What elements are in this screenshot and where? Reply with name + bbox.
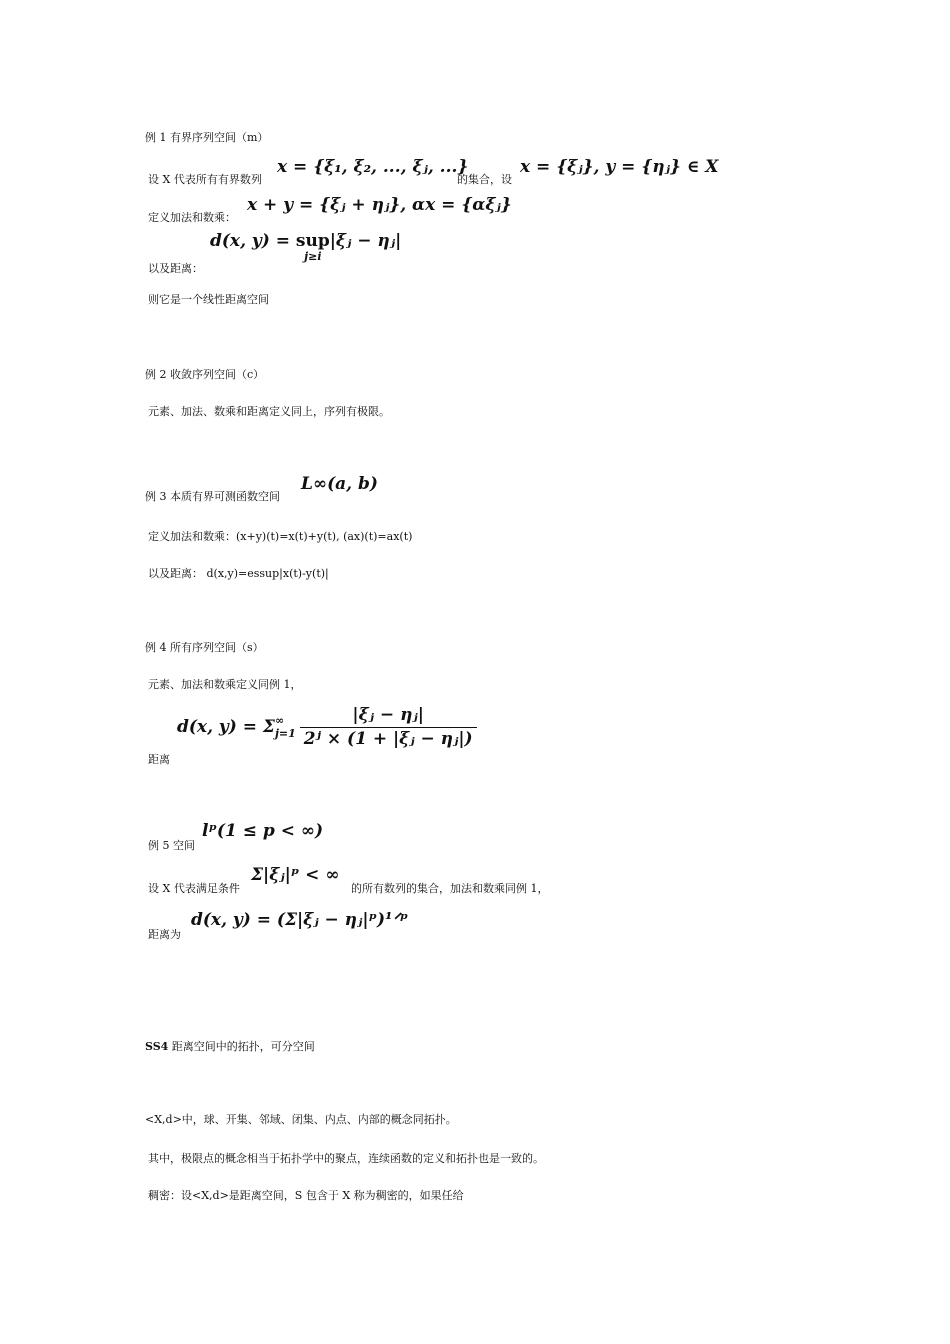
ss4-paragraph-3: 稠密：设<X,d>是距离空间，S 包含于 X 称为稠密的，如果任给 — [148, 1189, 464, 1202]
example-5-line-1-suffix: 的所有数列的集合，加法和数乘同例 1， — [351, 882, 549, 895]
example-3-title: 例 3 本质有界可测函数空间 — [145, 490, 280, 503]
fraction-numerator: |ξⱼ − ηⱼ| — [300, 707, 477, 728]
sum-upper-limit: ∞ — [274, 714, 285, 728]
formula-x-y-in-X: x = {ξⱼ}, y = {ηⱼ} ∈ X — [520, 157, 719, 177]
formula-lp-space: lᵖ(1 ≤ p < ∞) — [202, 821, 324, 841]
example-2-title: 例 2 收敛序列空间（c） — [145, 368, 265, 381]
section-ss4-number: SS4 — [145, 1040, 169, 1053]
example-4-distance-label: 距离 — [148, 753, 170, 766]
ss4-paragraph-1: <X,d>中，球、开集、邻域、闭集、内点、内部的概念同拓扑。 — [145, 1113, 457, 1126]
ss4-paragraph-2: 其中，极限点的概念相当于拓扑学中的聚点，连续函数的定义和拓扑也是一致的。 — [148, 1152, 544, 1165]
example-5-line-2-prefix: 距离为 — [148, 928, 181, 941]
distance-fraction — [300, 707, 477, 748]
example-1-line-2-prefix: 定义加法和数乘： — [148, 211, 236, 224]
sup-operator-label: sup — [295, 231, 330, 251]
formula-s-lhs: d(x, y) = Σ — [177, 717, 275, 738]
fraction-denominator: 2ʲ × (1 + |ξⱼ − ηⱼ|) — [303, 729, 473, 749]
example-5-line-1-prefix: 设 X 代表满足条件 — [148, 882, 240, 895]
formula-s-distance — [177, 707, 477, 748]
example-3-line-1: 定义加法和数乘：(x+y)(t)=x(t)+y(t), (ax)(t)=ax(t) — [148, 530, 413, 543]
example-5-title: 例 5 空间 — [148, 839, 195, 852]
formula-addition-scalar: x + y = {ξⱼ + ηⱼ}, αx = {αξⱼ} — [247, 195, 512, 215]
formula-bounded-sequence: x = {ξ₁, ξ₂, ..., ξⱼ, ...} — [277, 157, 469, 177]
section-ss4-title: 距离空间中的拓扑，可分空间 — [168, 1040, 315, 1053]
formula-lp-distance: d(x, y) = (Σ|ξⱼ − ηⱼ|ᵖ)¹ᐟᵖ — [191, 910, 409, 930]
example-3-line-2: 以及距离： d(x,y)=essup|x(t)-y(t)| — [148, 567, 329, 580]
example-1-line-3: 以及距离： — [148, 262, 203, 275]
example-4-title: 例 4 所有序列空间（s） — [145, 641, 264, 654]
example-1-line-4: 则它是一个线性距离空间 — [148, 293, 269, 306]
sup-operator — [296, 233, 330, 262]
example-1-line-1-prefix: 设 X 代表所有有界数列 — [148, 173, 262, 186]
example-1-title: 例 1 有界序列空间（m） — [145, 131, 269, 144]
example-4-line-1: 元素、加法和数乘定义同例 1， — [148, 678, 302, 691]
example-2-line-1: 元素、加法、数乘和距离定义同上，序列有极限。 — [148, 405, 390, 418]
formula-p-summable: Σ|ξⱼ|ᵖ < ∞ — [251, 865, 340, 885]
formula-L-infinity: L∞(a, b) — [301, 474, 378, 494]
example-1-line-1-middle: 的集合，设 — [457, 173, 512, 186]
formula-sup-rhs: |ξⱼ − ηⱼ| — [329, 231, 402, 251]
formula-s-lhs-group — [177, 715, 300, 739]
formula-sup-lhs: d(x, y) = — [210, 231, 296, 251]
sup-operator-limit: j≥i — [304, 250, 322, 263]
sum-limits — [275, 715, 296, 739]
section-ss4-heading — [145, 1041, 315, 1052]
formula-sup-distance — [210, 233, 401, 262]
sum-lower-limit: j=1 — [274, 726, 296, 740]
